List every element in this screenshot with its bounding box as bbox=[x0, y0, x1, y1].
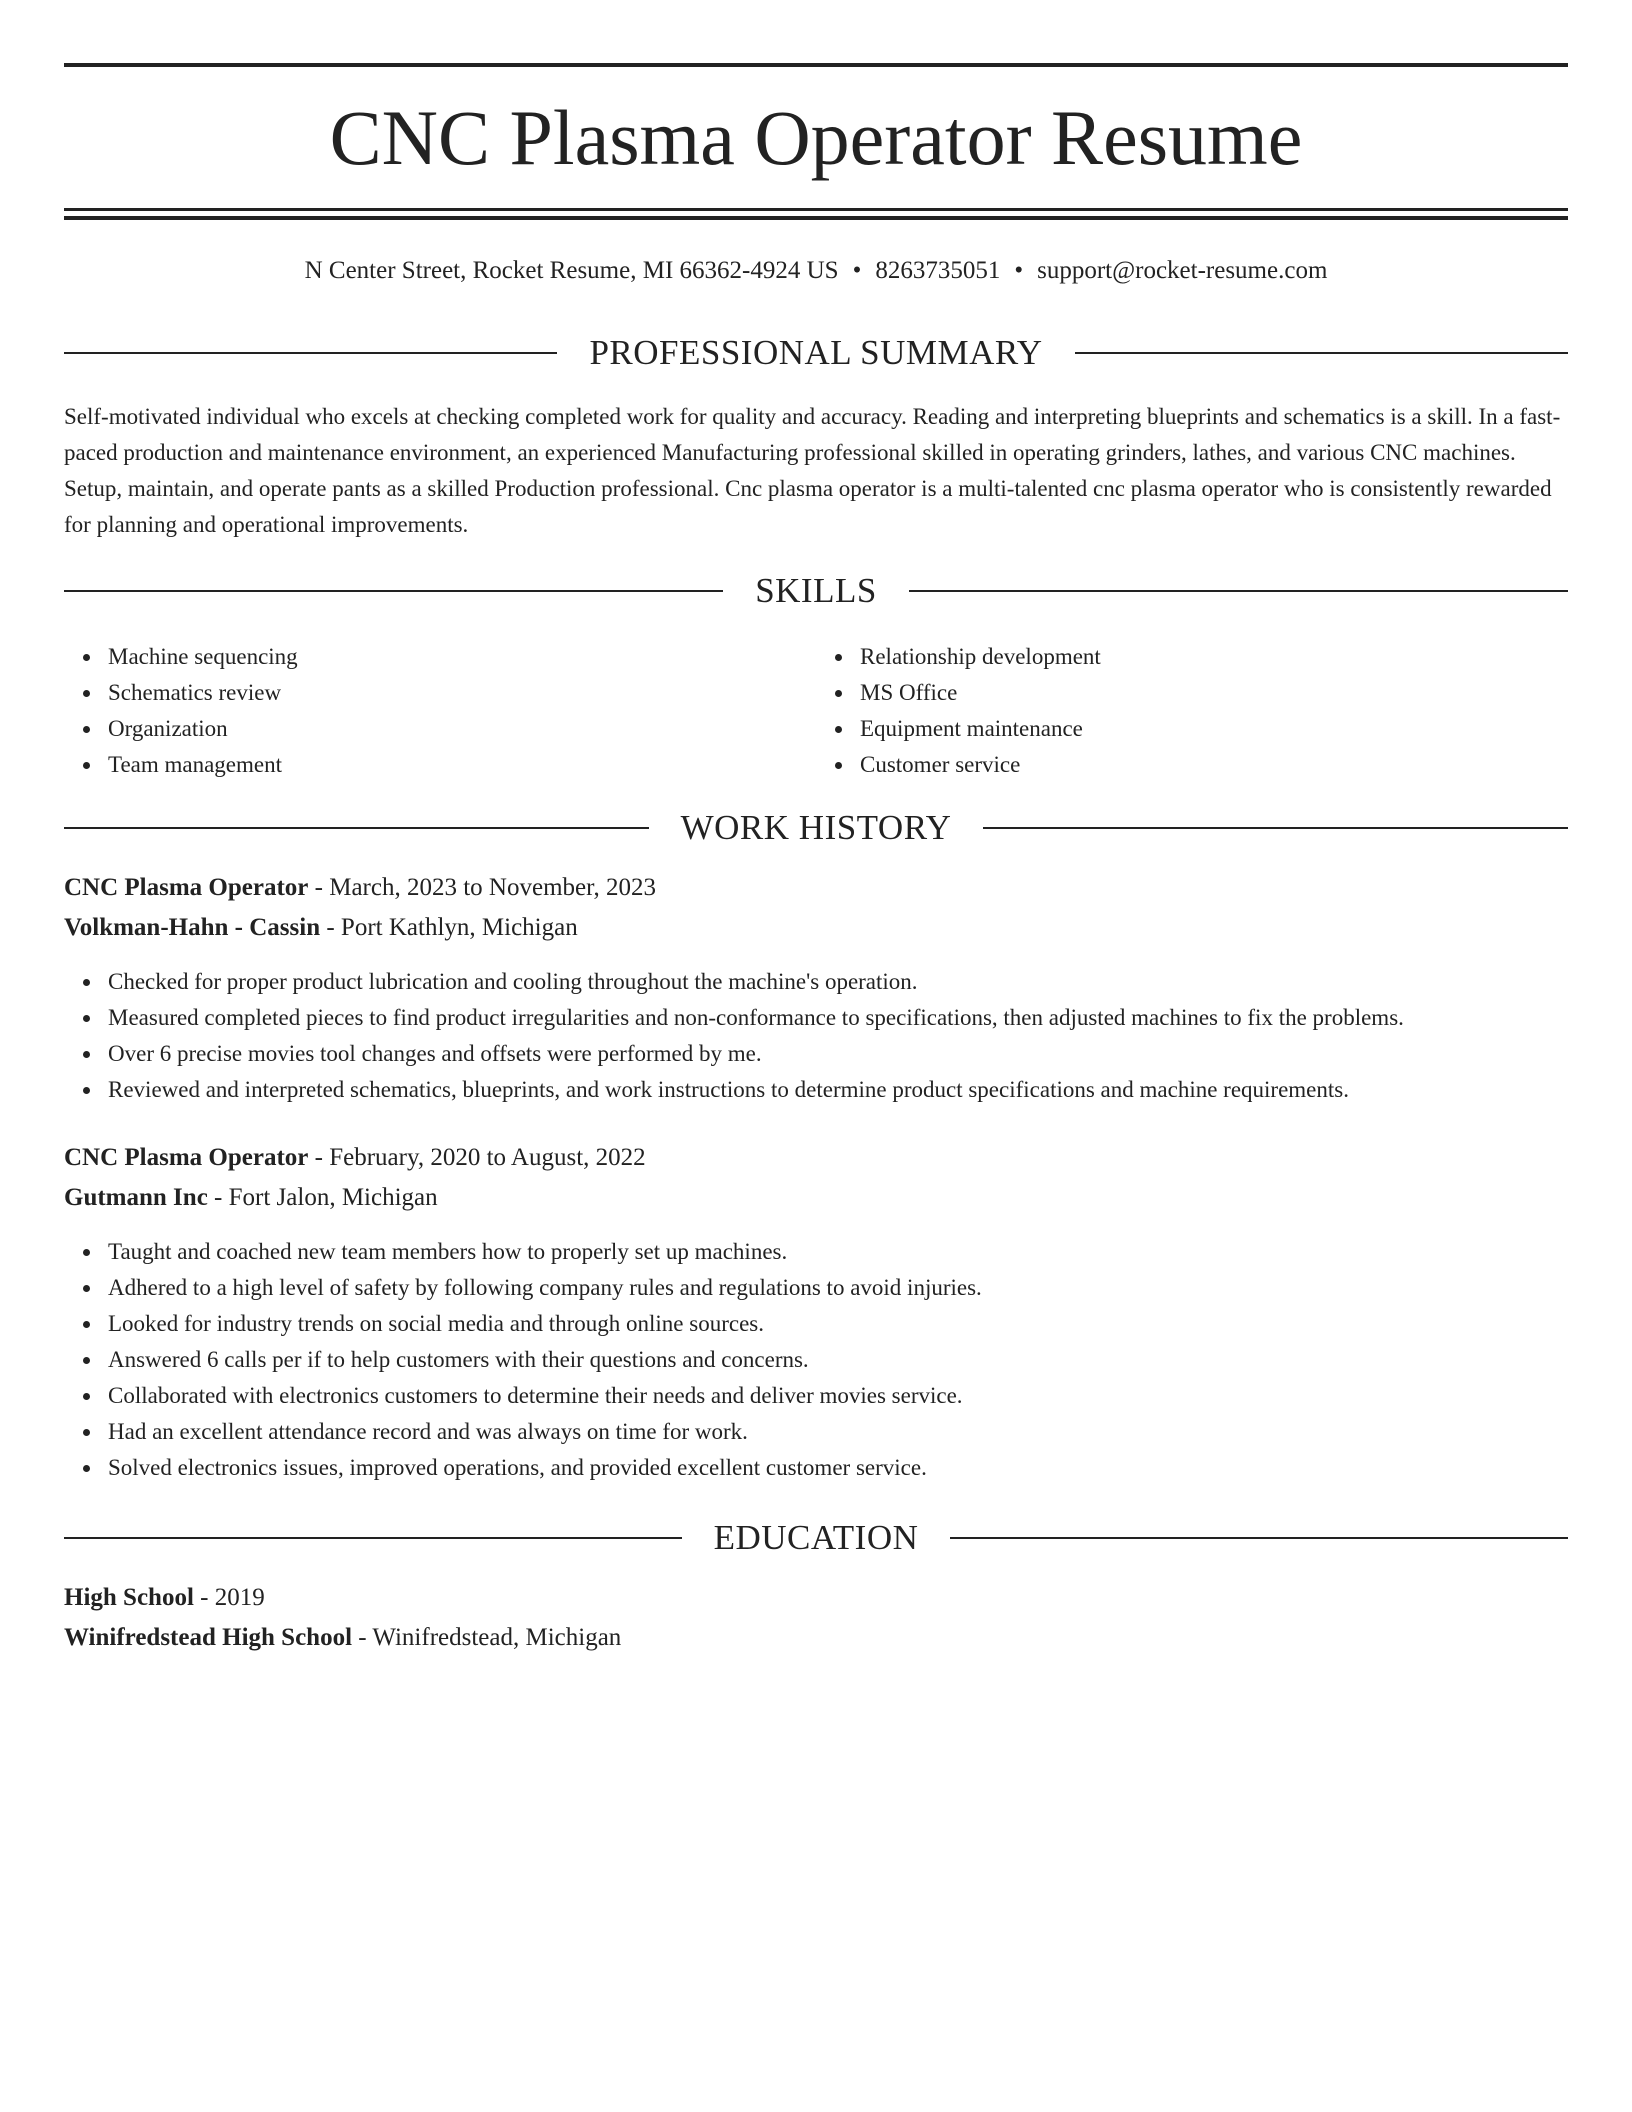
skill-item: Team management bbox=[108, 747, 816, 783]
job-company-line bbox=[64, 1182, 1568, 1214]
education-section-heading bbox=[64, 1518, 1568, 1558]
job-title-line bbox=[64, 872, 1568, 904]
job-location: - Fort Jalon, Michigan bbox=[207, 1184, 438, 1211]
skill-item: Equipment maintenance bbox=[860, 711, 1568, 747]
skill-item: Schematics review bbox=[108, 675, 816, 711]
duty-item: Adhered to a high level of safety by following company rules and regulations to avoid injuries. bbox=[108, 1270, 1568, 1306]
summary-text: Self-motivated individual who excels at checking completed work for quality and accuracy. Reading and interpreting blueprints and schematics is a skill. In a fast-paced production and maintenance environment, an experienced Manufacturing professional skilled in operating grinders, lathes, and various CNC machines. Setup, maintain, and operate pants as a skilled Production professional. Cnc plasma operator is a multi-talented cnc plasma operator who is consistently rewarded for planning and operational improvements. bbox=[64, 404, 1561, 537]
work-section-heading bbox=[64, 808, 1568, 848]
work-heading-label: WORK HISTORY bbox=[680, 808, 952, 847]
duty-item: Had an excellent attendance record and was always on time for work. bbox=[108, 1414, 1568, 1450]
heading-rule-left bbox=[64, 352, 557, 354]
skills-column-left bbox=[64, 639, 816, 783]
contact-line bbox=[64, 255, 1568, 287]
contact-separator: • bbox=[852, 257, 862, 284]
duty-item: Solved electronics issues, improved operations, and provided excellent customer service. bbox=[108, 1450, 1568, 1486]
job-company: Volkman-Hahn - Cassin bbox=[64, 914, 321, 941]
duty-item: Checked for proper product lubrication and cooling throughout the machine's operation. bbox=[108, 964, 1568, 1000]
duty-item: Reviewed and interpreted schematics, blueprints, and work instructions to determine product specifications and machine requirements. bbox=[108, 1072, 1568, 1108]
heading-rule-right bbox=[983, 827, 1568, 829]
job-title: CNC Plasma Operator bbox=[64, 874, 309, 901]
education-location: - Winifredstead, Michigan bbox=[352, 1624, 622, 1651]
education-school: Winifredstead High School bbox=[64, 1624, 353, 1651]
heading-rule-right bbox=[1075, 352, 1568, 354]
job-duties bbox=[64, 1234, 1568, 1486]
education-heading-label: EDUCATION bbox=[713, 1518, 919, 1557]
duty-item: Over 6 precise movies tool changes and offsets were performed by me. bbox=[108, 1036, 1568, 1072]
job-title: CNC Plasma Operator bbox=[64, 1144, 309, 1171]
skill-item: Customer service bbox=[860, 747, 1568, 783]
contact-address: N Center Street, Rocket Resume, MI 66362-4924 US bbox=[304, 257, 839, 284]
heading-rule-left bbox=[64, 590, 723, 592]
heading-rule-left bbox=[64, 1537, 682, 1539]
job-location: - Port Kathlyn, Michigan bbox=[320, 914, 578, 941]
contact-separator: • bbox=[1014, 257, 1024, 284]
skills-section-heading bbox=[64, 571, 1568, 611]
skill-item: Machine sequencing bbox=[108, 639, 816, 675]
skills-heading-label: SKILLS bbox=[755, 571, 877, 610]
duty-item: Taught and coached new team members how to properly set up machines. bbox=[108, 1234, 1568, 1270]
skill-item: Relationship development bbox=[860, 639, 1568, 675]
title-rule-lower bbox=[64, 216, 1568, 220]
education-school-line bbox=[64, 1622, 1568, 1654]
skill-item: MS Office bbox=[860, 675, 1568, 711]
resume-title: CNC Plasma Operator Resume bbox=[329, 94, 1303, 181]
skills-column-right bbox=[816, 639, 1568, 783]
job-company: Gutmann Inc bbox=[64, 1184, 208, 1211]
job-dates: - February, 2020 to August, 2022 bbox=[308, 1144, 646, 1171]
duty-item: Measured completed pieces to find product irregularities and non-conformance to specifications, then adjusted machines to fix the problems. bbox=[108, 1000, 1568, 1036]
heading-rule-right bbox=[909, 590, 1568, 592]
top-rule bbox=[64, 63, 1568, 67]
heading-rule-right bbox=[950, 1537, 1568, 1539]
education-degree: High School bbox=[64, 1584, 194, 1611]
duty-item: Collaborated with electronics customers to determine their needs and deliver movies service. bbox=[108, 1378, 1568, 1414]
duty-item: Looked for industry trends on social media and through online sources. bbox=[108, 1306, 1568, 1342]
heading-rule-left bbox=[64, 827, 649, 829]
job-duties bbox=[64, 964, 1568, 1108]
duty-item: Answered 6 calls per if to help customers with their questions and concerns. bbox=[108, 1342, 1568, 1378]
job-dates: - March, 2023 to November, 2023 bbox=[308, 874, 656, 901]
skill-item: Organization bbox=[108, 711, 816, 747]
summary-heading-label: PROFESSIONAL SUMMARY bbox=[589, 333, 1043, 372]
skills-list bbox=[64, 639, 1568, 783]
education-year: - 2019 bbox=[193, 1584, 265, 1611]
summary-section-heading bbox=[64, 333, 1568, 373]
title-rule-upper bbox=[64, 208, 1568, 211]
contact-email: support@rocket-resume.com bbox=[1037, 257, 1328, 284]
contact-phone: 8263735051 bbox=[875, 257, 1001, 284]
job-title-line bbox=[64, 1142, 1568, 1174]
job-company-line bbox=[64, 912, 1568, 944]
education-degree-line bbox=[64, 1582, 1568, 1614]
